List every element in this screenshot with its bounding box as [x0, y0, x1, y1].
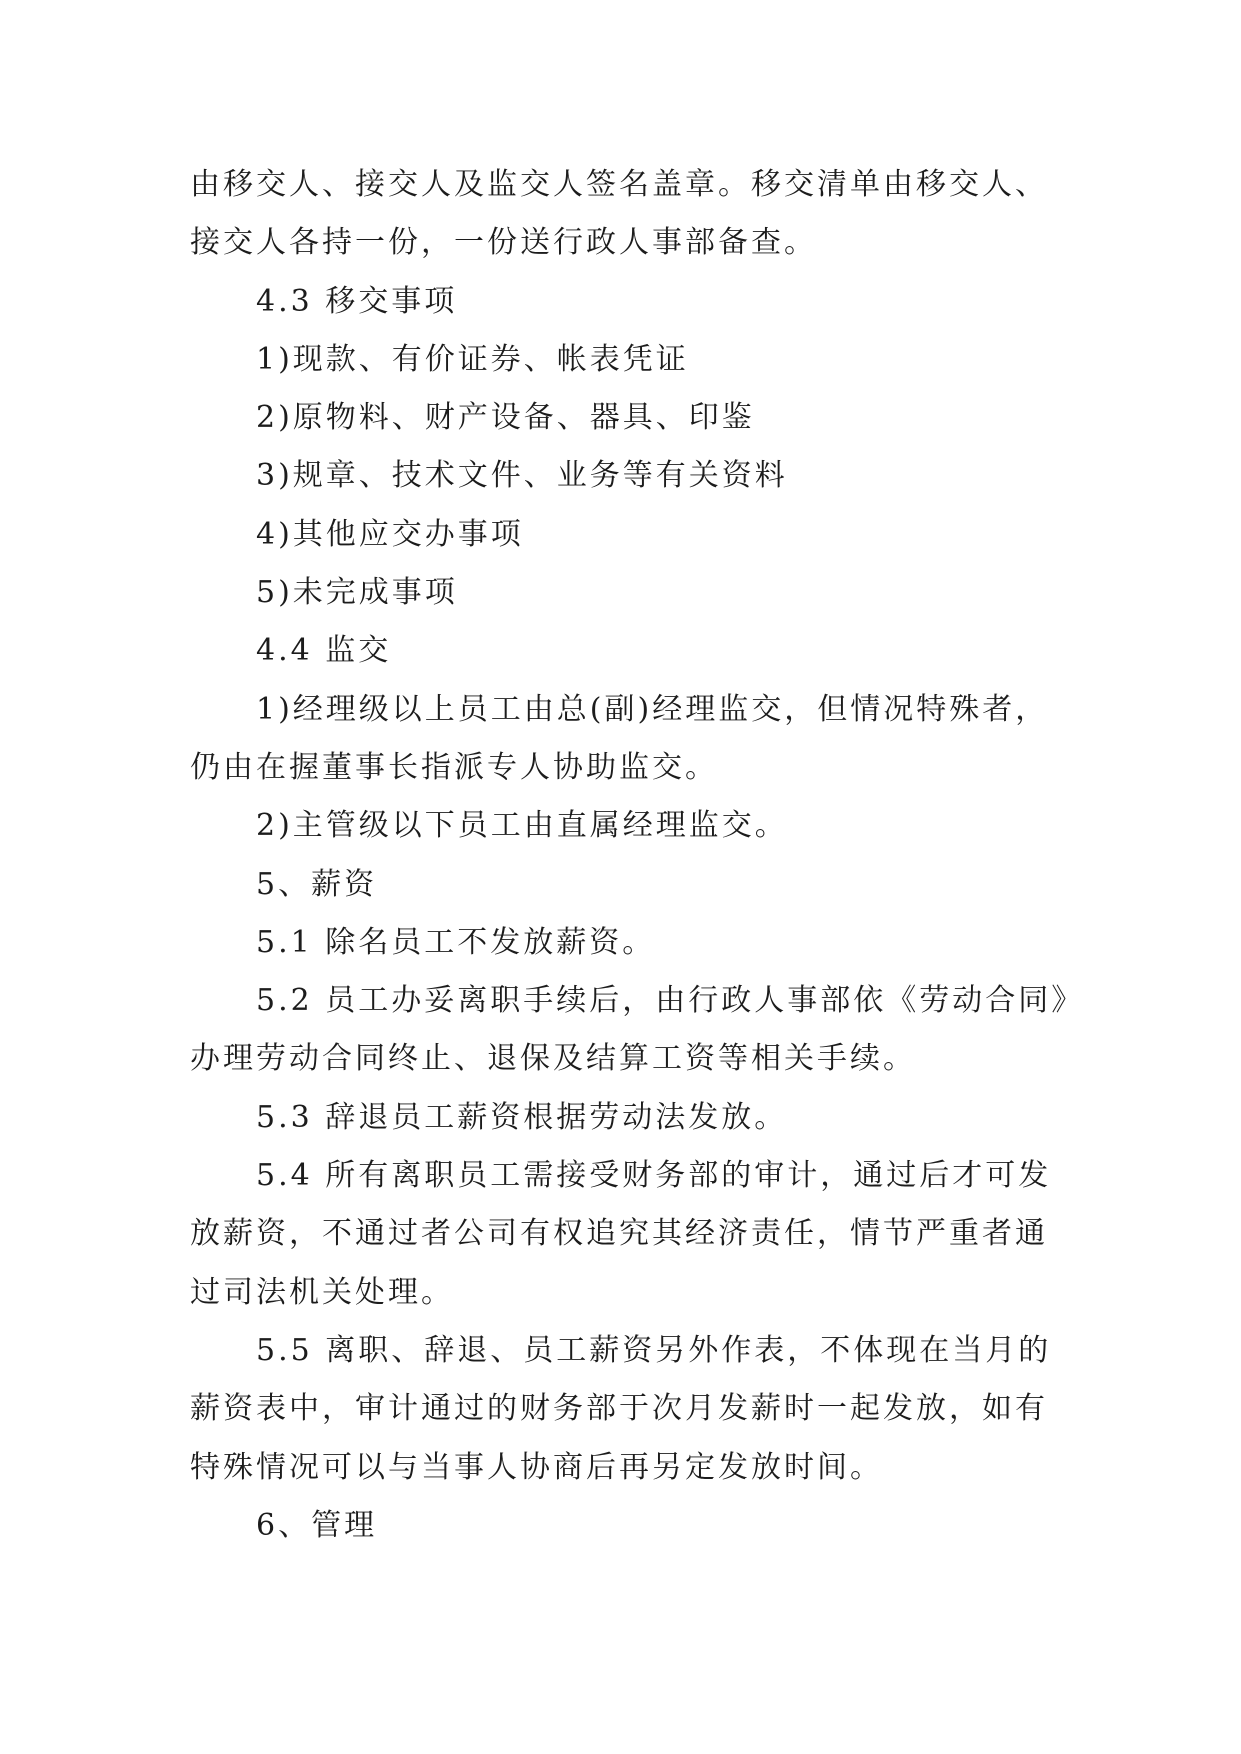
list-item-4-3-1 [190, 331, 1150, 389]
list-item-line: 3)规章、技术文件、业务等有关资料 [256, 458, 788, 494]
list-item-line: 仍由在握董事长指派专人协助监交。 [190, 749, 718, 785]
clause-line: 5.5 离职、辞退、员工薪资另外作表，不体现在当月的 [256, 1332, 1052, 1368]
heading-line: 5、薪资 [256, 866, 378, 902]
document-body [190, 156, 1150, 1555]
list-item-line: 1)经理级以上员工由总(副)经理监交，但情况特殊者， [256, 691, 1049, 727]
list-item-line: 2)主管级以下员工由直属经理监交。 [256, 808, 788, 844]
clause-line: 5.3 辞退员工薪资根据劳动法发放。 [256, 1099, 788, 1135]
section-heading-4-3 [190, 273, 1150, 331]
list-item-line: 4)其他应交办事项 [256, 516, 524, 552]
clause-line: 薪资表中，审计通过的财务部于次月发薪时一起发放，如有 [190, 1391, 1048, 1427]
clause-line: 过司法机关处理。 [190, 1274, 454, 1310]
clause-5-3 [190, 1089, 1150, 1147]
list-item-4-3-4 [190, 506, 1150, 564]
clause-line: 5.1 除名员工不发放薪资。 [256, 924, 656, 960]
heading-line: 4.4 监交 [256, 633, 392, 669]
heading-line: 6、管理 [256, 1507, 378, 1543]
clause-5-1 [190, 914, 1150, 972]
clause-5-5 [190, 1322, 1150, 1497]
paragraph-handover-list-continued [190, 156, 1150, 273]
list-item-4-3-5 [190, 564, 1150, 622]
list-item-4-4-2 [190, 797, 1150, 855]
clause-5-2 [190, 972, 1150, 1089]
section-heading-4-4 [190, 622, 1150, 680]
list-item-4-3-2 [190, 389, 1150, 447]
list-item-4-4-1 [190, 681, 1150, 798]
heading-line: 4.3 移交事项 [256, 283, 458, 319]
list-item-line: 5)未完成事项 [256, 575, 458, 611]
clause-line: 放薪资，不通过者公司有权追究其经济责任，情节严重者通 [190, 1216, 1048, 1252]
clause-5-4 [190, 1147, 1150, 1322]
section-heading-6 [190, 1497, 1150, 1555]
clause-line: 5.2 员工办妥离职手续后，由行政人事部依《劳动合同》 [256, 983, 1085, 1019]
section-heading-5 [190, 856, 1150, 914]
clause-line: 5.4 所有离职员工需接受财务部的审计，通过后才可发 [256, 1158, 1052, 1194]
paragraph-line: 接交人各持一份，一份送行政人事部备查。 [190, 225, 817, 261]
list-item-line: 2)原物料、财产设备、器具、印鉴 [256, 400, 755, 436]
list-item-4-3-3 [190, 447, 1150, 505]
clause-line: 办理劳动合同终止、退保及结算工资等相关手续。 [190, 1041, 916, 1077]
clause-line: 特殊情况可以与当事人协商后再另定发放时间。 [190, 1449, 883, 1485]
list-item-line: 1)现款、有价证券、帐表凭证 [256, 341, 689, 377]
paragraph-line: 由移交人、接交人及监交人签名盖章。移交清单由移交人、 [190, 167, 1048, 202]
